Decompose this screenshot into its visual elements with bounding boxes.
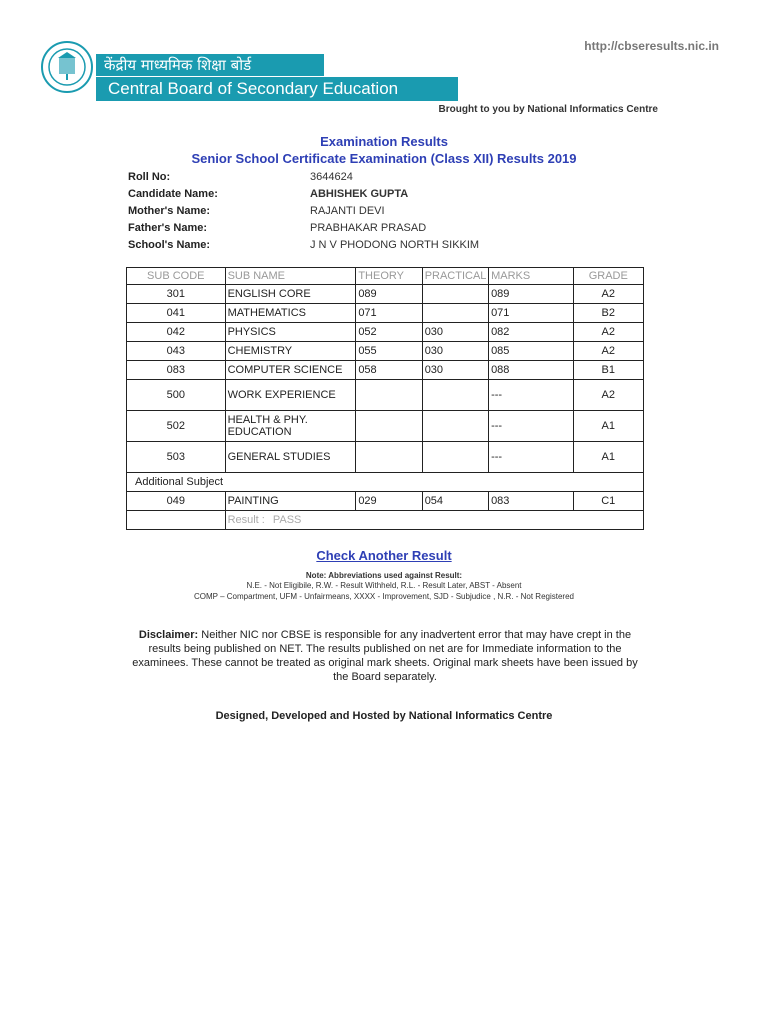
total-marks: --- [489,411,573,442]
sub-code: 503 [127,442,226,473]
sub-code: 041 [127,304,226,323]
sub-code: 502 [127,411,226,442]
table-row [127,342,644,361]
site-url[interactable]: http://cbseresults.nic.in [584,39,719,53]
grade: A2 [573,323,643,342]
notes-title: Note: Abbreviations used against Result: [305,571,463,580]
additional-subject-row [127,473,644,492]
table-row [127,361,644,380]
header-practical: PRACTICAL [422,268,488,285]
sub-code: 500 [127,380,226,411]
marks-header-row [127,268,644,285]
table-row [127,285,644,304]
total-marks: 082 [489,323,573,342]
total-marks: 085 [489,342,573,361]
theory-marks: 058 [356,361,422,380]
sub-name: CHEMISTRY [225,342,356,361]
practical-marks [422,285,488,304]
candidate-name-value: ABHISHEK GUPTA [310,188,409,200]
disclaimer [126,628,644,684]
table-row [127,411,644,442]
practical-marks: 030 [422,342,488,361]
total-marks: 089 [489,285,573,304]
sub-code: 049 [127,492,226,511]
roll-no-value: 3644624 [310,171,353,183]
sub-name: PHYSICS [225,323,356,342]
theory-marks [356,380,422,411]
theory-marks: 052 [356,323,422,342]
table-row [127,323,644,342]
header-grade: GRADE [573,268,643,285]
disclaimer-label: Disclaimer: [138,629,199,641]
result-label: Result : [227,514,265,526]
notes-line-2: COMP – Compartment, UFM - Unfairmeans, XXXX - Improvement, SJD - Subjudice , N.R. - Not Registered [194,592,574,601]
grade: B1 [573,361,643,380]
practical-marks: 030 [422,323,488,342]
sub-name: MATHEMATICS [225,304,356,323]
total-marks: --- [489,380,573,411]
sub-name: COMPUTER SCIENCE [225,361,356,380]
practical-marks [422,304,488,323]
sub-name: PAINTING [225,492,356,511]
cbse-logo [40,40,94,94]
candidate-name-label: Candidate Name: [128,188,218,200]
result-spacer [127,511,226,530]
roll-no-label: Roll No: [128,171,171,183]
footer-credit: Designed, Developed and Hosted by National Informatics Centre [215,710,553,722]
practical-marks: 054 [422,492,488,511]
sub-code: 043 [127,342,226,361]
theory-marks: 071 [356,304,422,323]
grade: A2 [573,342,643,361]
result-cell [225,511,643,530]
father-name-label: Father's Name: [128,222,208,234]
result-value: PASS [272,514,302,526]
grade: A2 [573,285,643,304]
father-name-value: PRABHAKAR PRASAD [310,222,427,234]
table-row [127,380,644,411]
grade: A1 [573,411,643,442]
table-row [127,304,644,323]
header-sub-code: SUB CODE [127,268,226,285]
mother-name-value: RAJANTI DEVI [310,205,385,217]
sub-code: 042 [127,323,226,342]
total-marks: --- [489,442,573,473]
theory-marks: 055 [356,342,422,361]
sub-name: HEALTH & PHY. EDUCATION [225,411,356,442]
practical-marks: 030 [422,361,488,380]
sub-name: WORK EXPERIENCE [225,380,356,411]
grade: A2 [573,380,643,411]
exam-title: Examination Results [320,134,448,149]
credit-line: Brought to you by National Informatics Centre [438,104,658,115]
grade: A1 [573,442,643,473]
sub-name: GENERAL STUDIES [225,442,356,473]
grade: C1 [573,492,643,511]
marks-table [126,267,644,530]
table-row [127,492,644,511]
header-marks: MARKS [489,268,573,285]
practical-marks [422,442,488,473]
mother-name-label: Mother's Name: [128,205,211,217]
table-row [127,442,644,473]
total-marks: 088 [489,361,573,380]
practical-marks [422,380,488,411]
sub-code: 083 [127,361,226,380]
sub-name: ENGLISH CORE [225,285,356,304]
school-name-value: J N V PHODONG NORTH SIKKIM [310,239,480,251]
result-row [127,511,644,530]
notes-line-1: N.E. - Not Eligibile, R.W. - Result Withheld, R.L. - Result Later, ABST - Absent [246,581,522,590]
theory-marks: 029 [356,492,422,511]
header-theory: THEORY [356,268,422,285]
board-name-english: Central Board of Secondary Education [96,77,458,101]
practical-marks [422,411,488,442]
board-name-hindi: केंद्रीय माध्यमिक शिक्षा बोर्ड [96,54,324,76]
total-marks: 071 [489,304,573,323]
theory-marks [356,411,422,442]
sub-code: 301 [127,285,226,304]
header-sub-name: SUB NAME [225,268,356,285]
exam-subtitle: Senior School Certificate Examination (Class XII) Results 2019 [191,151,577,166]
grade: B2 [573,304,643,323]
additional-subject-label: Additional Subject [127,473,644,492]
theory-marks: 089 [356,285,422,304]
school-name-label: School's Name: [128,239,211,251]
theory-marks [356,442,422,473]
disclaimer-text: Neither NIC nor CBSE is responsible for any inadvertent error that may have crept in the results being published on NET. The results published on net are for Immediate information to the examinees. These cannot be treated as original mark sheets. Original mark sheets have been issued by the Board separately. [132,629,638,683]
total-marks: 083 [489,492,573,511]
check-another-result-link[interactable]: Check Another Result [316,548,452,563]
